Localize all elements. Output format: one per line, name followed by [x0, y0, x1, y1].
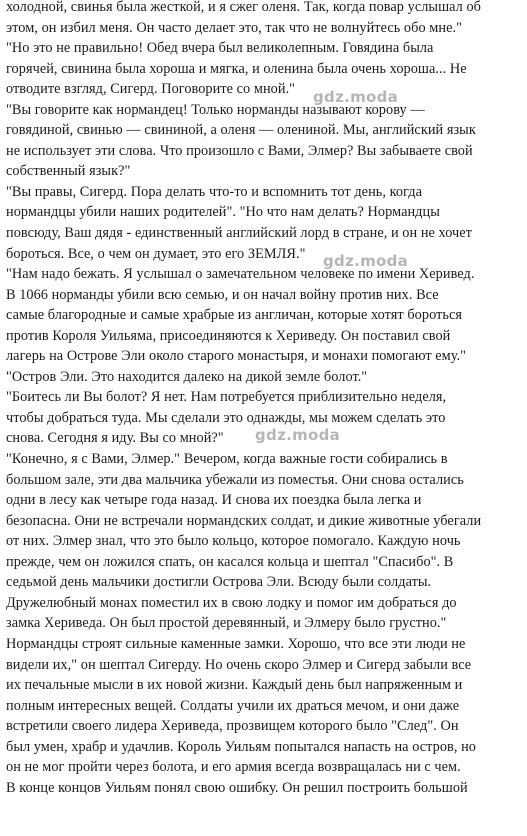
- text-line-21: чтобы добраться туда. Мы сделали это однажды, мы можем сделать это: [6, 409, 446, 426]
- text-line-11: нормандцы убили наших родителей". "Но что нам делать? Нормандцы: [6, 204, 440, 221]
- text-line-17: против Короля Уильяма, присоединяются к Хериведу. Он поставил свой: [6, 327, 451, 344]
- text-line-16: самые благородные и самые храбрые из англичан, которые хотят бороться: [6, 307, 462, 324]
- watermark-2: gdz.moda: [323, 252, 409, 270]
- text-line-28: прежде, чем он ложился спать, он касался кольца и шептал "Спасибо". В: [6, 553, 454, 570]
- text-line-1: холодной, свинья была жесткой, и я сжег оленя. Так, когда повар услышал об: [6, 0, 481, 15]
- document-text: [6, 0, 522, 798]
- text-line-14: "Нам надо бежать. Я услышал о замечательном человеке по имени Херивед.: [6, 266, 475, 283]
- text-line-24: большом зале, эти два мальчика убежали из поместья. Они снова остались: [6, 471, 464, 488]
- text-line-12: повсюду, Ваш дядя - единственный английский лорд в стране, и он не хочет: [6, 225, 472, 242]
- text-line-8: не использует эти слова. Что произошло с Вами, Элмер? Вы забываете свой: [6, 142, 473, 159]
- text-line-27: от них. Элмер знал, что это было кольцо, которое помогало. Каждую ночь: [6, 533, 461, 550]
- text-line-34: их печальные мысли в их новой жизни. Каждый день был напряженным и: [6, 677, 463, 694]
- watermark-3: gdz.moda: [255, 426, 341, 444]
- text-line-26: безопасна. Они не встречали нормандских солдат, и дикие животные убегали: [6, 512, 482, 529]
- text-line-33: видели их," он шептал Сигерду. Но очень скоро Элмер и Сигерд забыли все: [6, 656, 472, 673]
- text-line-32: Нормандцы строят сильные каменные замки. Хорошо, что все эти люди не: [6, 635, 466, 652]
- text-line-36: встретили своего лидера Хериведа, прозвищем которого было "След". Он: [6, 718, 459, 735]
- text-line-23: "Конечно, я с Вами, Элмер." Вечером, когда важные гости собирались в: [6, 451, 448, 468]
- text-line-3: "Но это не правильно! Обед вчера был великолепным. Говядина была: [6, 40, 434, 57]
- text-line-19: "Остров Эли. Это находится далеко на дикой земле болот.": [6, 368, 368, 385]
- text-line-35: полным интересных вещей. Солдаты учили их драться мечом, и они даже: [6, 697, 460, 714]
- text-line-15: В 1066 норманды убили всю семью, и он начал войну против них. Все: [6, 286, 439, 303]
- text-line-20: "Боитесь ли Вы болот? Я нет. Нам потребуется приблизительно неделя,: [6, 389, 447, 406]
- text-line-29: седьмой день мальчики достигли Острова Эли. Всюду были солдаты.: [6, 574, 432, 591]
- text-line-7: говядиной, свинью — свининой, а оленя — олениной. Мы, английский язык: [6, 122, 476, 139]
- text-line-13: бороться. Все, о чем он думает, это его ЗЕМЛЯ.": [6, 245, 306, 262]
- text-line-25: одни в лесу как четыре года назад. И снова их поездка была легка и: [6, 492, 422, 509]
- text-line-30: Дружелюбный монах поместил их в свою лодку и помог им добраться до: [6, 594, 457, 611]
- text-line-39: В конце концов Уильям понял свою ошибку. Он решил построить большой: [6, 779, 468, 796]
- text-line-38: он не мог пройти через болота, и его армия всегда возвращалась ни с чем.: [6, 759, 461, 776]
- watermark-1: gdz.moda: [313, 88, 399, 106]
- text-line-6: "Вы говорите как нормандец! Только норманды называют корову —: [6, 101, 425, 118]
- text-line-37: был умен, храбр и удачлив. Король Уильям попытался напасть на остров, но: [6, 738, 476, 755]
- text-line-2: этом, он избил меня. Он часто делает это, так что не волнуйтесь обо мне.": [6, 19, 462, 36]
- text-line-31: замка Хериведа. Он был простой деревянный, и Элмеру было грустно.": [6, 615, 447, 632]
- text-line-18: лагерь на Острове Эли около старого монастыря, и монахи помогают ему.": [6, 348, 467, 365]
- text-line-22: снова. Сегодня я иду. Вы со мной?": [6, 430, 224, 447]
- text-line-9: собственный язык?": [6, 163, 131, 180]
- text-line-10: "Вы правы, Сигерд. Пора делать что-то и вспомнить тот день, когда: [6, 183, 422, 200]
- text-line-4: горячей, свинина была хороша и мягка, и оленина была очень хороша... Не: [6, 60, 467, 77]
- text-line-5: отводите взгляд, Сигерд. Поговорите со мной.": [6, 81, 296, 98]
